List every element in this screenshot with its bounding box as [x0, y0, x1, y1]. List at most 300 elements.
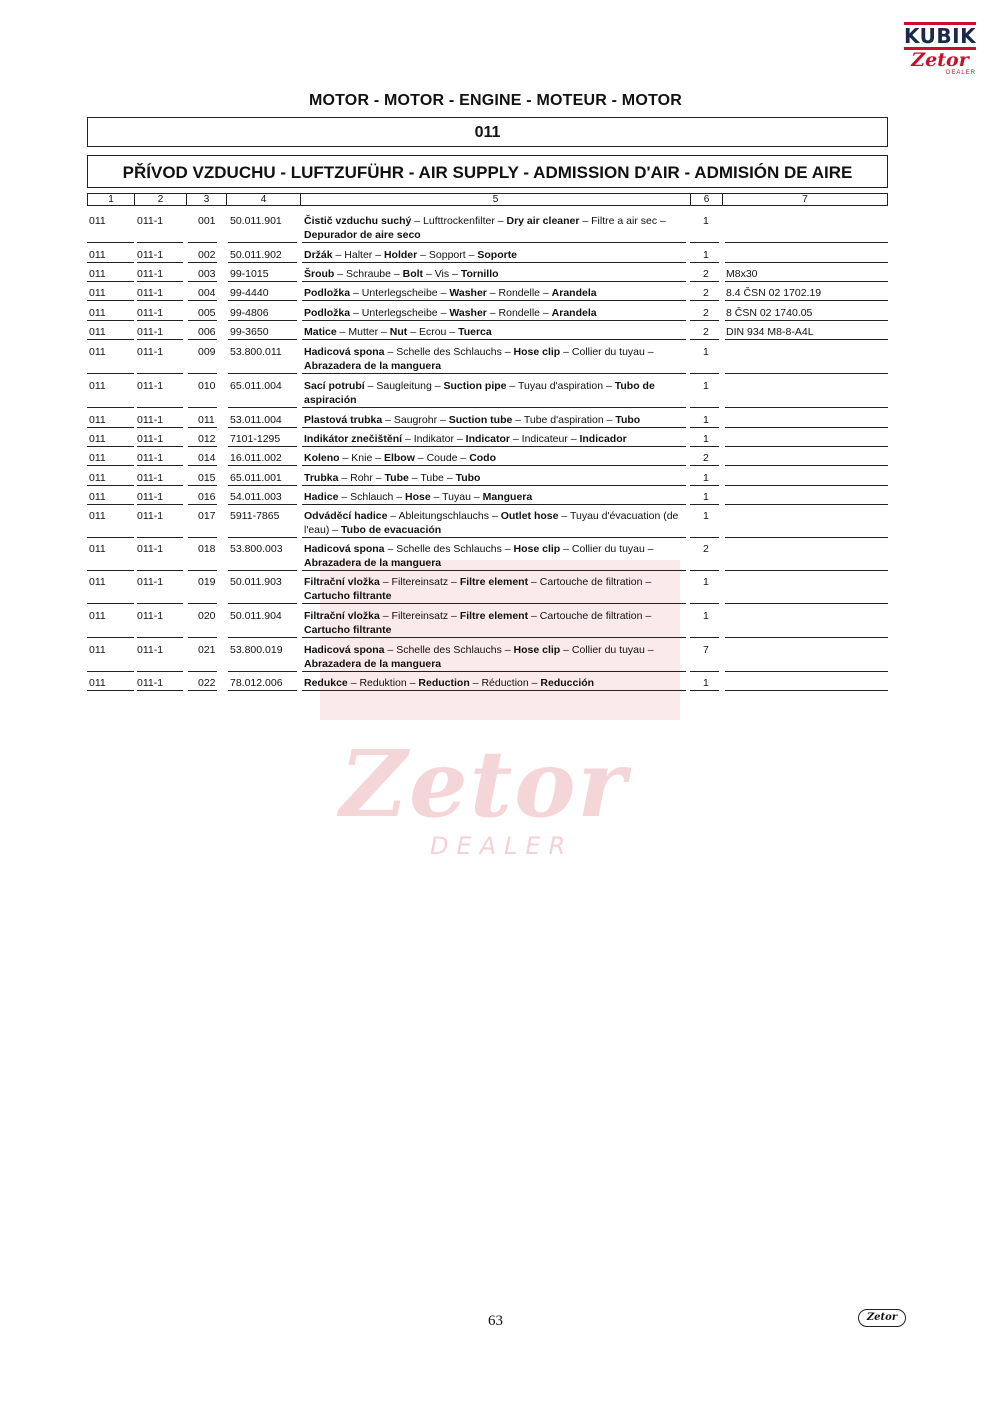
description-term: – Collier du tuyau –: [560, 543, 654, 555]
description-line-1: [304, 575, 692, 589]
row-underline: [87, 320, 134, 321]
note-cell: 8 ČSN 02 1740.05: [726, 307, 813, 319]
description-term-bold: Codo: [469, 452, 497, 464]
row-underline: [302, 427, 686, 428]
description-cell: [304, 214, 692, 242]
description-term: – Filtereinsatz –: [379, 610, 460, 622]
description-term-bold: Hose clip: [513, 543, 561, 555]
column-header-4: 4: [226, 193, 301, 206]
part-number-cell: 53.800.011: [230, 346, 282, 358]
table-row: [0, 609, 991, 639]
group-cell: 011: [89, 307, 106, 319]
description-line-1: [304, 509, 692, 523]
position-cell: 015: [198, 472, 216, 484]
row-underline: [725, 281, 888, 282]
table-row: [0, 509, 991, 539]
group-cell: 011: [89, 249, 106, 261]
row-underline: [690, 465, 719, 466]
table-row: [0, 214, 991, 244]
subgroup-cell: 011-1: [137, 346, 164, 358]
row-underline: [725, 262, 888, 263]
row-underline: [87, 537, 134, 538]
description-term-bold: Abrazadera de la manguera: [304, 557, 442, 569]
description-term-bold: Šroub: [304, 268, 335, 280]
position-cell: 020: [198, 610, 216, 622]
subgroup-cell: 011-1: [137, 543, 164, 555]
row-underline: [302, 300, 686, 301]
description-term-bold: Manguera: [482, 491, 533, 503]
row-underline: [690, 671, 719, 672]
position-cell: 022: [198, 677, 216, 689]
quantity-cell: 1: [703, 510, 709, 522]
description-term: – Collier du tuyau –: [560, 644, 654, 656]
group-cell: 011: [89, 414, 106, 426]
row-underline: [188, 637, 217, 638]
kubik-zetor-logo: [904, 22, 976, 76]
part-number-cell: 5911-7865: [230, 510, 280, 522]
subgroup-cell: 011-1: [137, 491, 164, 503]
description-line-1: [304, 306, 692, 320]
subgroup-cell: 011-1: [137, 307, 164, 319]
description-term-bold: Trubka: [304, 472, 339, 484]
row-underline: [690, 427, 719, 428]
quantity-cell: 2: [703, 326, 709, 338]
subgroup-cell: 011-1: [137, 644, 164, 656]
row-underline: [302, 339, 686, 340]
row-underline: [690, 242, 719, 243]
quantity-cell: 1: [703, 380, 709, 392]
description-term-bold: aspiración: [304, 394, 357, 406]
part-number-cell: 99-3650: [230, 326, 269, 338]
part-number-cell: 50.011.903: [230, 576, 282, 588]
description-term-bold: Indicator: [465, 433, 510, 445]
table-row: [0, 451, 991, 467]
description-term-bold: Indikátor znečištění: [304, 433, 403, 445]
row-underline: [690, 570, 719, 571]
row-underline: [228, 242, 297, 243]
row-underline: [228, 671, 297, 672]
description-term-bold: Držák: [304, 249, 333, 261]
description-term: – Halter –: [332, 249, 384, 261]
table-row: [0, 248, 991, 264]
description-term-bold: Suction tube: [448, 414, 513, 426]
description-term-bold: Filtre element: [459, 610, 529, 622]
row-underline: [302, 262, 686, 263]
description-term: – Knie –: [339, 452, 384, 464]
row-underline: [87, 637, 134, 638]
row-underline: [137, 300, 183, 301]
position-cell: 018: [198, 543, 216, 555]
row-underline: [87, 262, 134, 263]
quantity-cell: 1: [703, 576, 709, 588]
part-number-cell: 16.011.002: [230, 452, 282, 464]
description-term-bold: Podložka: [304, 287, 351, 299]
description-term: – Cartouche de filtration –: [528, 610, 652, 622]
position-cell: 019: [198, 576, 216, 588]
row-underline: [690, 407, 719, 408]
row-underline: [137, 242, 183, 243]
row-underline: [137, 339, 183, 340]
subgroup-cell: 011-1: [137, 576, 164, 588]
row-underline: [87, 446, 134, 447]
description-term-bold: Washer: [449, 307, 487, 319]
row-underline: [188, 603, 217, 604]
description-cell: [304, 432, 692, 446]
part-number-cell: 53.800.019: [230, 644, 283, 656]
footer-zetor-logo: Zetor: [858, 1309, 906, 1327]
description-term: – Unterlegscheibe –: [350, 287, 450, 299]
position-cell: 003: [198, 268, 216, 280]
page-title: MOTOR - MOTOR - ENGINE - MOTEUR - MOTOR: [308, 92, 683, 109]
description-line-1: [304, 676, 692, 690]
description-line-1: [304, 432, 692, 446]
row-underline: [188, 570, 217, 571]
description-term-bold: Filtrační vložka: [304, 576, 380, 588]
quantity-cell: 7: [703, 644, 709, 656]
part-number-cell: 50.011.901: [230, 215, 282, 227]
row-underline: [725, 339, 888, 340]
description-term: – Tuyau d'évacuation (de: [558, 510, 679, 522]
description-term-bold: Washer: [449, 287, 487, 299]
row-underline: [188, 242, 217, 243]
description-term-bold: Tubo: [455, 472, 481, 484]
description-line-1: [304, 643, 692, 657]
description-cell: [304, 286, 692, 300]
description-term: – Ableitungschlauchs –: [387, 510, 501, 522]
description-cell: [304, 306, 692, 320]
position-cell: 009: [198, 346, 216, 358]
description-term-bold: Tubo: [615, 414, 641, 426]
description-line-1: [304, 542, 692, 556]
quantity-cell: 1: [703, 472, 709, 484]
row-underline: [302, 485, 686, 486]
description-term: – Sopport –: [417, 249, 478, 261]
position-cell: 006: [198, 326, 216, 338]
description-term-bold: Reducción: [540, 677, 595, 689]
description-line-1: [304, 609, 692, 623]
row-underline: [725, 446, 888, 447]
column-header-6: 6: [690, 193, 723, 206]
row-underline: [690, 373, 719, 374]
row-underline: [87, 300, 134, 301]
description-term: – Ecrou –: [407, 326, 459, 338]
description-line-2: [304, 589, 692, 603]
row-underline: [725, 504, 888, 505]
row-underline: [228, 485, 297, 486]
description-line-1: [304, 267, 692, 281]
part-number-cell: 53.011.004: [230, 414, 282, 426]
description-term-bold: Filtre element: [459, 576, 529, 588]
row-underline: [188, 671, 217, 672]
row-underline: [188, 300, 217, 301]
quantity-cell: 1: [703, 215, 709, 227]
column-header-1: 1: [87, 193, 135, 206]
description-term: – Schelle des Schlauchs –: [384, 346, 514, 358]
subgroup-cell: 011-1: [137, 268, 164, 280]
quantity-cell: 1: [703, 610, 709, 622]
description-line-2: [304, 359, 692, 373]
row-underline: [690, 339, 719, 340]
row-underline: [228, 570, 297, 571]
row-underline: [228, 504, 297, 505]
row-underline: [725, 603, 888, 604]
row-underline: [87, 373, 134, 374]
quantity-cell: 2: [703, 268, 709, 280]
row-underline: [137, 373, 183, 374]
note-cell: 8.4 ČSN 02 1702.19: [726, 287, 822, 299]
row-underline: [725, 537, 888, 538]
description-line-2: [304, 623, 692, 637]
description-term-bold: Depurador de aire seco: [304, 229, 421, 241]
table-row: [0, 345, 991, 375]
part-number-cell: 65.011.004: [230, 380, 282, 392]
description-line-1: [304, 325, 692, 339]
description-term-bold: Suction pipe: [443, 380, 507, 392]
description-term-bold: Odváděcí hadice: [304, 510, 388, 522]
group-cell: 011: [89, 472, 106, 484]
section-title: PŘÍVOD VZDUCHU - LUFTZUFÜHR - AIR SUPPLY - ADMISSION D'AIR - ADMISIÓN DE AIRE: [87, 155, 888, 188]
watermark-sub: DEALER: [430, 832, 574, 860]
description-term: – Schelle des Schlauchs –: [384, 644, 514, 656]
row-underline: [87, 242, 134, 243]
row-underline: [137, 504, 183, 505]
description-term: l'eau) –: [304, 524, 342, 536]
description-term-bold: Cartucho filtrante: [304, 590, 392, 602]
row-underline: [725, 300, 888, 301]
quantity-cell: 1: [703, 677, 709, 689]
description-term: – Mutter –: [336, 326, 390, 338]
subgroup-cell: 011-1: [137, 380, 164, 392]
table-row: [0, 542, 991, 572]
row-underline: [87, 427, 134, 428]
quantity-cell: 2: [703, 543, 709, 555]
table-row: [0, 267, 991, 283]
row-underline: [725, 242, 888, 243]
description-cell: [304, 676, 692, 690]
description-term: – Filtre a air sec –: [579, 215, 666, 227]
part-number-cell: 7101-1295: [230, 433, 281, 445]
part-number-cell: 54.011.003: [230, 491, 282, 503]
description-line-2: [304, 556, 692, 570]
description-term: – Rondelle –: [486, 287, 552, 299]
part-number-cell: 99-4806: [230, 307, 269, 319]
description-term: – Coude –: [414, 452, 470, 464]
row-underline: [690, 320, 719, 321]
description-cell: [304, 413, 692, 427]
subgroup-cell: 011-1: [137, 677, 164, 689]
table-row: [0, 676, 991, 692]
description-term-bold: Plastová trubka: [304, 414, 383, 426]
description-cell: [304, 509, 692, 537]
row-underline: [188, 485, 217, 486]
row-underline: [188, 446, 217, 447]
row-underline: [137, 407, 183, 408]
row-underline: [690, 281, 719, 282]
row-underline: [137, 637, 183, 638]
position-cell: 012: [198, 433, 216, 445]
row-underline: [302, 407, 686, 408]
page-number: 63: [488, 1313, 503, 1329]
row-underline: [302, 603, 686, 604]
description-term: – Collier du tuyau –: [560, 346, 654, 358]
description-line-1: [304, 345, 692, 359]
group-cell: 011: [89, 677, 106, 689]
description-term: – Rondelle –: [486, 307, 552, 319]
row-underline: [725, 637, 888, 638]
description-term: – Tube d'aspiration –: [512, 414, 616, 426]
quantity-cell: 2: [703, 452, 709, 464]
subgroup-cell: 011-1: [137, 414, 164, 426]
row-underline: [690, 485, 719, 486]
row-underline: [228, 262, 297, 263]
description-line-1: [304, 490, 692, 504]
description-term-bold: Outlet hose: [500, 510, 559, 522]
subgroup-cell: 011-1: [137, 249, 164, 261]
row-underline: [137, 427, 183, 428]
subgroup-cell: 011-1: [137, 510, 164, 522]
description-term-bold: Holder: [383, 249, 418, 261]
description-cell: [304, 267, 692, 281]
table-row: [0, 643, 991, 673]
quantity-cell: 1: [703, 414, 709, 426]
description-cell: [304, 490, 692, 504]
description-term: – Indicateur –: [510, 433, 580, 445]
group-cell: 011: [89, 326, 106, 338]
row-underline: [302, 446, 686, 447]
description-cell: [304, 248, 692, 262]
group-cell: 011: [89, 346, 106, 358]
part-number-cell: 50.011.902: [230, 249, 282, 261]
description-line-2: [304, 393, 692, 407]
description-term-bold: Tuerca: [458, 326, 492, 338]
row-underline: [228, 427, 297, 428]
row-underline: [690, 603, 719, 604]
row-underline: [302, 242, 686, 243]
description-line-2: [304, 523, 692, 537]
table-row: [0, 432, 991, 448]
group-cell: 011: [89, 510, 106, 522]
row-underline: [87, 690, 134, 691]
row-underline: [690, 637, 719, 638]
group-cell: 011: [89, 287, 106, 299]
description-cell: [304, 379, 692, 407]
watermark-mark: Zetor: [340, 730, 629, 838]
row-underline: [137, 671, 183, 672]
description-term: – Saugleitung –: [364, 380, 444, 392]
row-underline: [228, 281, 297, 282]
description-term: – Vis –: [423, 268, 461, 280]
description-term-bold: Hadicová spona: [304, 644, 385, 656]
part-number-cell: 50.011.904: [230, 610, 282, 622]
row-underline: [188, 465, 217, 466]
group-cell: 011: [89, 610, 106, 622]
row-underline: [725, 320, 888, 321]
position-cell: 010: [198, 380, 216, 392]
row-underline: [725, 407, 888, 408]
row-underline: [302, 373, 686, 374]
description-term-bold: Tubo de: [614, 380, 655, 392]
subgroup-cell: 011-1: [137, 472, 164, 484]
row-underline: [302, 320, 686, 321]
group-cell: 011: [89, 644, 106, 656]
row-underline: [137, 446, 183, 447]
description-term-bold: Tube: [384, 472, 409, 484]
row-underline: [228, 537, 297, 538]
row-underline: [228, 320, 297, 321]
row-underline: [302, 690, 686, 691]
part-number-cell: 53.800.003: [230, 543, 283, 555]
row-underline: [137, 281, 183, 282]
row-underline: [87, 603, 134, 604]
description-term-bold: Podložka: [304, 307, 351, 319]
row-underline: [725, 671, 888, 672]
quantity-cell: 1: [703, 346, 709, 358]
description-term: – Tuyau –: [430, 491, 483, 503]
description-term: – Tube –: [408, 472, 456, 484]
description-term: – Réduction –: [469, 677, 541, 689]
description-line-1: [304, 286, 692, 300]
description-term-bold: Soporte: [477, 249, 518, 261]
row-underline: [137, 603, 183, 604]
row-underline: [302, 637, 686, 638]
table-row: [0, 325, 991, 341]
position-cell: 021: [198, 644, 216, 656]
row-underline: [690, 504, 719, 505]
subgroup-cell: 011-1: [137, 326, 164, 338]
description-term: – Indikator –: [402, 433, 466, 445]
row-underline: [690, 446, 719, 447]
part-number-cell: 78.012.006: [230, 677, 283, 689]
column-header-3: 3: [186, 193, 227, 206]
row-underline: [228, 373, 297, 374]
group-code: 011: [87, 117, 888, 147]
row-underline: [228, 690, 297, 691]
quantity-cell: 1: [703, 249, 709, 261]
row-underline: [137, 465, 183, 466]
description-line-1: [304, 214, 692, 228]
row-underline: [87, 671, 134, 672]
group-cell: 011: [89, 491, 106, 503]
group-cell: 011: [89, 433, 106, 445]
description-term-bold: Tubo de evacuación: [341, 524, 442, 536]
description-cell: [304, 542, 692, 570]
description-term-bold: Filtrační vložka: [304, 610, 380, 622]
row-underline: [725, 373, 888, 374]
row-underline: [302, 570, 686, 571]
description-term: – Schlauch –: [338, 491, 405, 503]
quantity-cell: 2: [703, 287, 709, 299]
description-term-bold: Tornillo: [460, 268, 499, 280]
description-cell: [304, 345, 692, 373]
description-term-bold: Indicador: [579, 433, 627, 445]
row-underline: [87, 281, 134, 282]
group-cell: 011: [89, 380, 106, 392]
description-line-2: [304, 228, 692, 242]
row-underline: [188, 407, 217, 408]
table-row: [0, 413, 991, 429]
description-line-1: [304, 471, 692, 485]
column-header-7: 7: [722, 193, 888, 206]
position-cell: 005: [198, 307, 216, 319]
logo-mark: Zetor: [911, 49, 969, 71]
row-underline: [87, 570, 134, 571]
position-cell: 016: [198, 491, 216, 503]
table-row: [0, 471, 991, 487]
column-header-5: 5: [300, 193, 691, 206]
row-underline: [228, 446, 297, 447]
description-term: – Filtereinsatz –: [379, 576, 460, 588]
description-term: – Lufttrockenfilter –: [411, 215, 507, 227]
